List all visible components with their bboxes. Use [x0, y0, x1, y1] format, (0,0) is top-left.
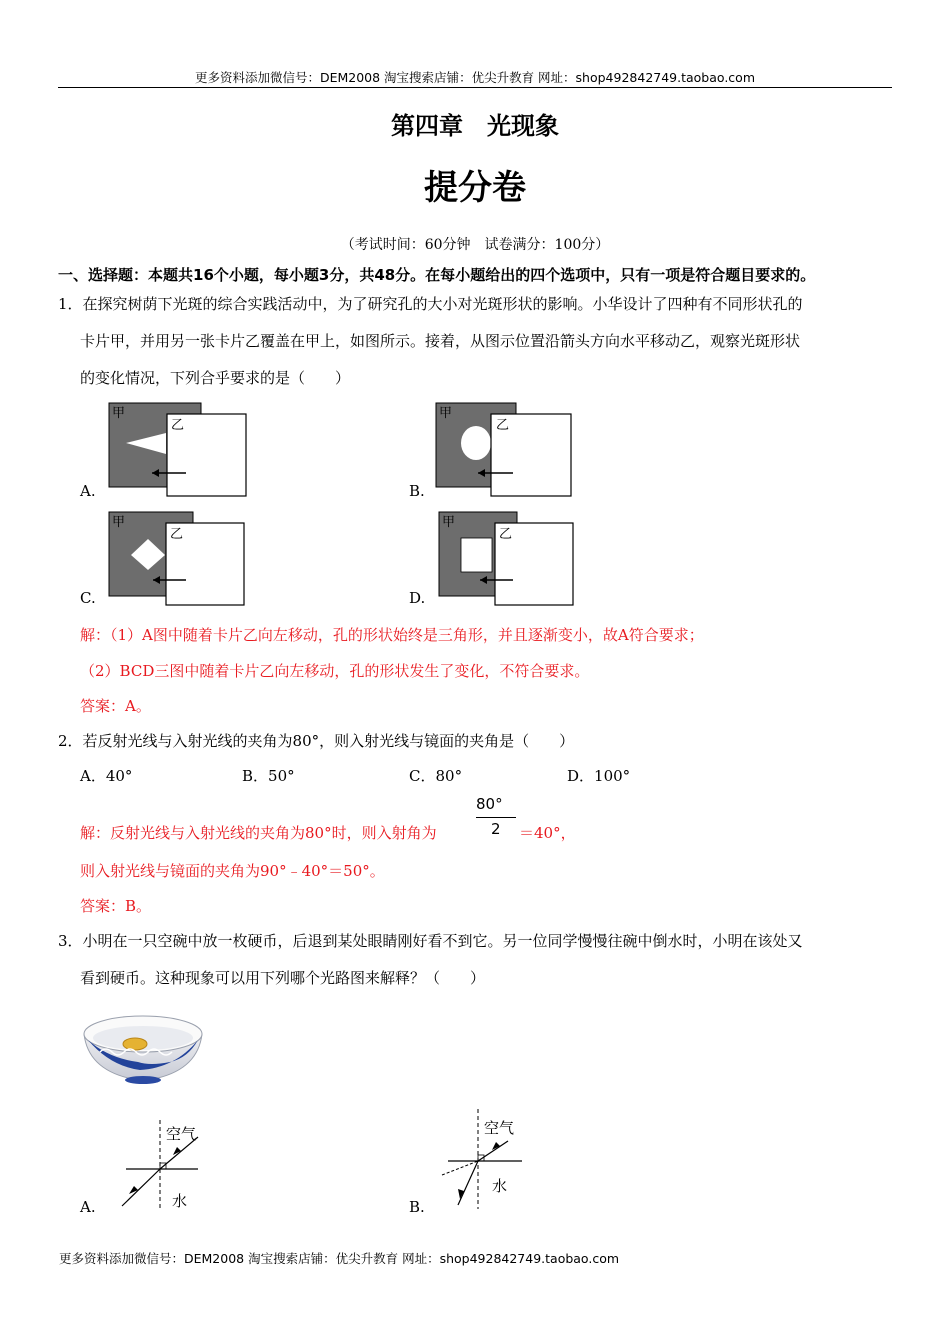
q1-figure-d — [438, 511, 578, 607]
page-header: 更多资料添加微信号：DEM2008 淘宝搜索店铺：优尖升教育 网址：shop492842749.taobao.com — [194, 70, 756, 85]
q1-solution-1: 解：（1）A图中随着卡片乙向左移动，孔的形状始终是三角形，并且逐渐变小，故A符合要求； — [80, 626, 704, 644]
q3-line-1: 3．小明在一只空碗中放一枚硬币，后退到某处眼睛刚好看不到它。另一位同学慢慢往碗中倒水时，小明在该处又 — [58, 932, 803, 950]
label-air: 空气 — [484, 1119, 515, 1137]
q3-option-a[interactable]: A. — [80, 1198, 96, 1216]
bowl-with-coin-image — [80, 996, 206, 1088]
page-footer: 更多资料添加微信号：DEM2008 淘宝搜索店铺：优尖升教育 网址：shop492842749.taobao.com — [59, 1251, 620, 1266]
q2-option-b[interactable]: B．50° — [242, 767, 295, 785]
q1-figure-b — [435, 402, 577, 498]
q2-option-c[interactable]: C．80° — [409, 767, 463, 785]
section-heading: 一、选择题：本题共16个小题，每小题3分，共48分。在每小题给出的四个选项中，只有一项是符合题目要求的。 — [58, 266, 816, 284]
q1-option-d[interactable]: D. — [409, 589, 426, 607]
q3-line-2: 看到硬币。这种现象可以用下列哪个光路图来解释？（ ） — [80, 969, 486, 987]
q1-solution-2: （2）BCD三图中随着卡片乙向左移动，孔的形状发生了变化，不符合要求。 — [80, 662, 590, 680]
ray-arrow-water — [129, 1186, 138, 1194]
label-jia: 甲 — [439, 406, 453, 421]
q3-light-diagram-b — [438, 1105, 538, 1211]
ray-in-air — [478, 1141, 508, 1161]
q2-solution-2: 则入射光线与镜面的夹角为90°﹣40°＝50°。 — [80, 862, 385, 880]
q2-solution-1-pre: 解：反射光线与入射光线的夹角为80°时，则入射角为 — [80, 824, 437, 842]
label-yi: 乙 — [170, 527, 184, 542]
ray-arrow-air — [173, 1147, 181, 1155]
q2-option-a[interactable]: A．40° — [80, 767, 133, 785]
paper-title: 提分卷 — [424, 168, 526, 208]
label-jia: 甲 — [442, 515, 456, 530]
label-yi: 乙 — [496, 418, 510, 433]
label-yi: 乙 — [171, 418, 185, 433]
q1-line-3: 的变化情况，下列合乎要求的是（ ） — [80, 369, 351, 387]
q3-light-diagram-a — [110, 1115, 220, 1215]
label-yi: 乙 — [499, 527, 513, 542]
chapter-title: 第四章 光现象 — [391, 111, 559, 140]
q2-solution-1-post: ＝40°， — [519, 824, 576, 842]
q1-line-2: 卡片甲，并用另一张卡片乙覆盖在甲上，如图所示。接着，从图示位置沿箭头方向水平移动乙，观察光斑形状 — [80, 332, 801, 350]
square-hole — [461, 538, 492, 572]
q1-line-1: 1．在探究树荫下光斑的综合实践活动中，为了研究孔的大小对光斑形状的影响。小华设计了四种有不同形状孔的 — [58, 295, 803, 313]
ray-in-water — [122, 1169, 160, 1206]
q2-stem: 2．若反射光线与入射光线的夹角为80°，则入射光线与镜面的夹角是（ ） — [58, 732, 575, 750]
q1-figure-c — [108, 511, 248, 607]
header-rule — [58, 87, 892, 88]
label-jia: 甲 — [112, 515, 126, 530]
q2-option-d[interactable]: D．100° — [567, 767, 631, 785]
q1-option-a[interactable]: A. — [80, 482, 96, 500]
q1-option-b[interactable]: B. — [409, 482, 425, 500]
label-water: 水 — [172, 1192, 188, 1210]
q1-figure-a — [108, 402, 250, 498]
label-air: 空气 — [166, 1125, 197, 1143]
q1-option-c[interactable]: C. — [80, 589, 96, 607]
exam-meta: （考试时间：60分钟 试卷满分：100分） — [340, 237, 610, 253]
q2-fraction-numerator: 80° — [476, 795, 503, 813]
q2-fraction-bar — [476, 817, 516, 818]
question-1 — [58, 286, 803, 397]
label-water: 水 — [492, 1177, 508, 1195]
q1-answer: 答案：A。 — [80, 697, 151, 715]
circle-hole — [461, 426, 491, 460]
q3-option-b[interactable]: B. — [409, 1198, 425, 1216]
label-jia: 甲 — [112, 406, 126, 421]
q2-fraction-denominator: 2 — [491, 820, 501, 838]
q2-answer: 答案：B。 — [80, 897, 152, 915]
